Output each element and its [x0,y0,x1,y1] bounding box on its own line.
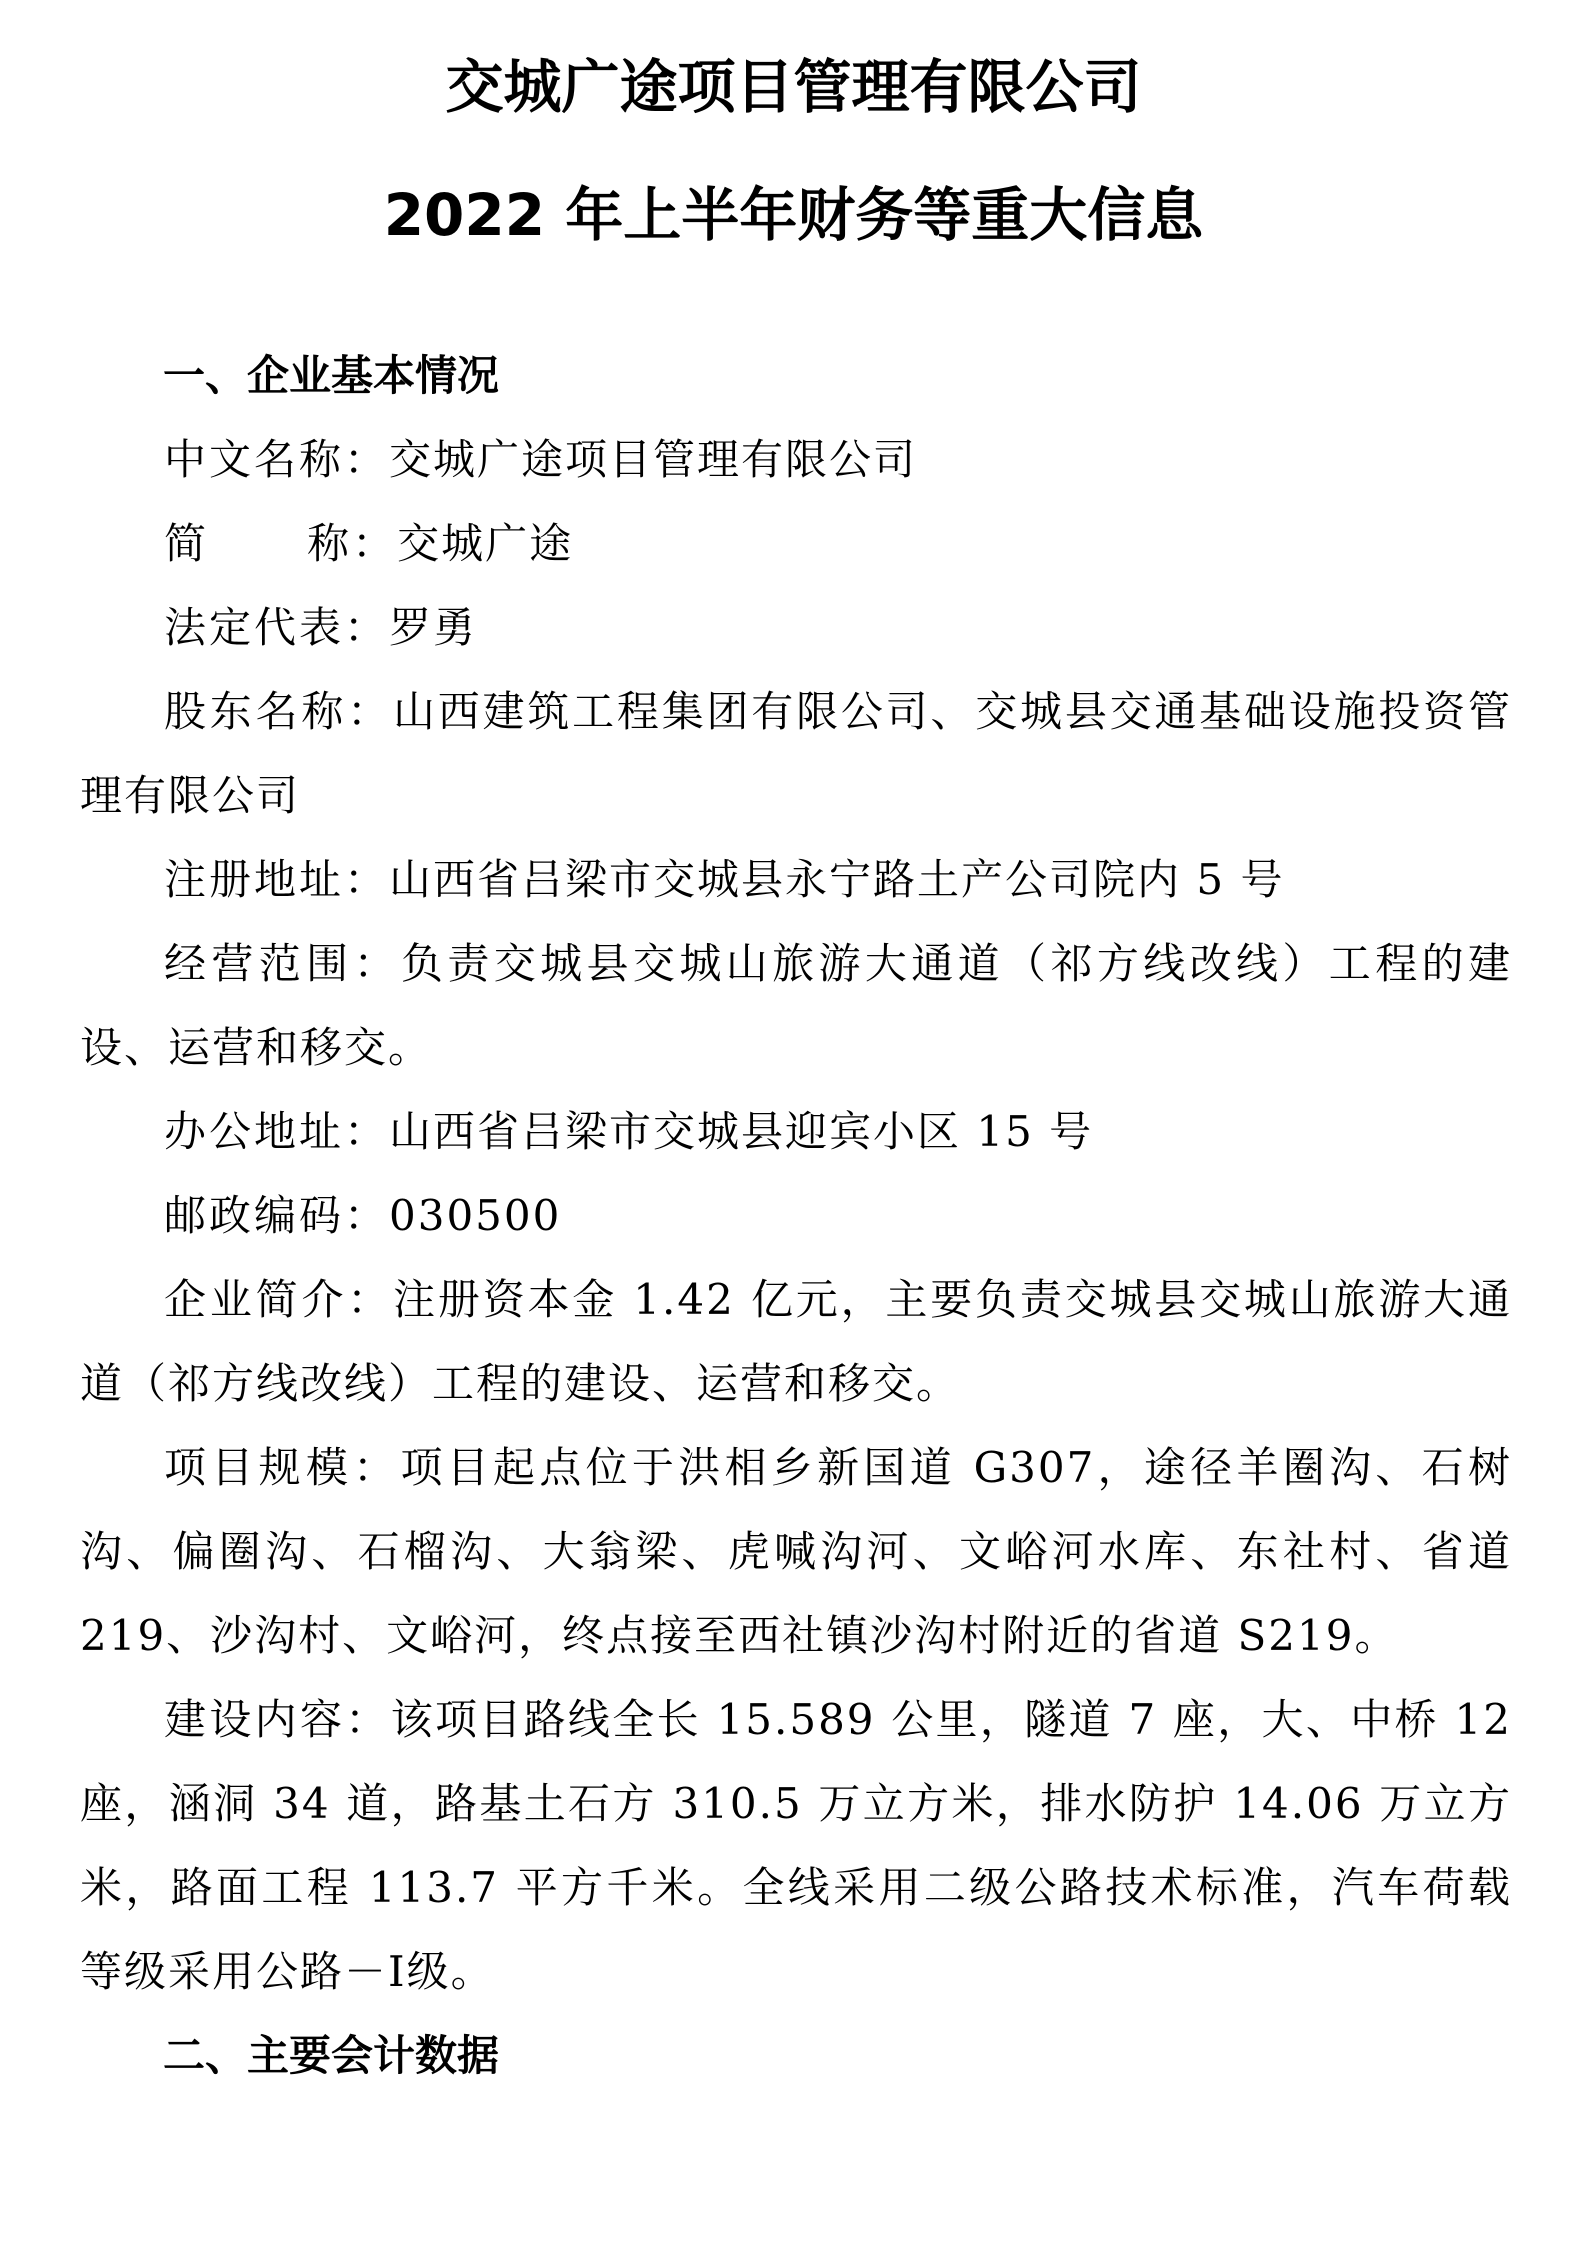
document-title-line1: 交城广途项目管理有限公司 [445,53,1142,121]
field-value: 罗勇 [389,603,478,652]
field-value: 交城广途项目管理有限公司 [389,435,918,484]
field-label: 法定代表： [164,603,390,652]
field-construction-content [80,1678,1512,2014]
field-label: 邮政编码： [164,1191,390,1240]
field-label: 项目规模： [164,1443,401,1492]
field-label: 注册地址： [164,855,390,904]
field-label: 经营范围： [164,939,401,988]
field-value: 030500 [389,1191,562,1240]
field-label: 股东名称： [164,687,393,736]
section-heading-basic-info: 一、企业基本情况 [163,351,500,400]
field-value: 山西省吕梁市交城县迎宾小区 15 号 [389,1107,1094,1156]
field-value: 注册资本金 1.42 亿元，主要负责交城县交城山旅游大通道（祁方线改线）工程的建设、运营和移交。 [80,1275,1512,1408]
section-heading-accounting-data: 二、主要会计数据 [163,2031,500,2080]
field-label: 企业简介： [164,1275,394,1324]
field-value: 交城广途 [397,519,574,568]
field-value: 项目起点位于洪相乡新国道 G307，途径羊圈沟、石树沟、偏圈沟、石榴沟、大翁梁、虎喊沟河、文峪河水库、东社村、省道 219、沙沟村、文峪河，终点接至西社镇沙沟村附近的省道 S219。 [80,1443,1512,1660]
field-label: 中文名称： [164,435,390,484]
field-project-scale [80,1426,1512,1678]
field-shareholders [80,670,1512,838]
field-value: 山西建筑工程集团有限公司、交城县交通基础设施投资管理有限公司 [80,687,1512,820]
field-chinese-name [80,418,1512,502]
field-label: 办公地址： [164,1107,390,1156]
document-title-line2: 2022 年上半年财务等重大信息 [383,181,1204,249]
field-registered-address [80,838,1512,922]
field-postal-code [80,1174,1512,1258]
field-office-address [80,1090,1512,1174]
field-short-name [80,502,1512,586]
field-value: 负责交城县交城山旅游大通道（祁方线改线）工程的建设、运营和移交。 [80,939,1512,1072]
field-business-scope [80,922,1512,1090]
field-label: 简 称： [164,519,398,568]
field-company-profile [80,1258,1512,1426]
field-value: 山西省吕梁市交城县永宁路土产公司院内 5 号 [389,855,1285,904]
field-legal-representative [80,586,1512,670]
field-label: 建设内容： [164,1695,391,1744]
field-value: 该项目路线全长 15.589 公里，隧道 7 座，大、中桥 12 座，涵洞 34 道，路基土石方 310.5 万立方米，排水防护 14.06 万立方米，路面工程 113.7 平方千米。全线采用二级公路技术标准，汽车荷载等级采用公路－Ⅰ级。 [80,1695,1512,1996]
